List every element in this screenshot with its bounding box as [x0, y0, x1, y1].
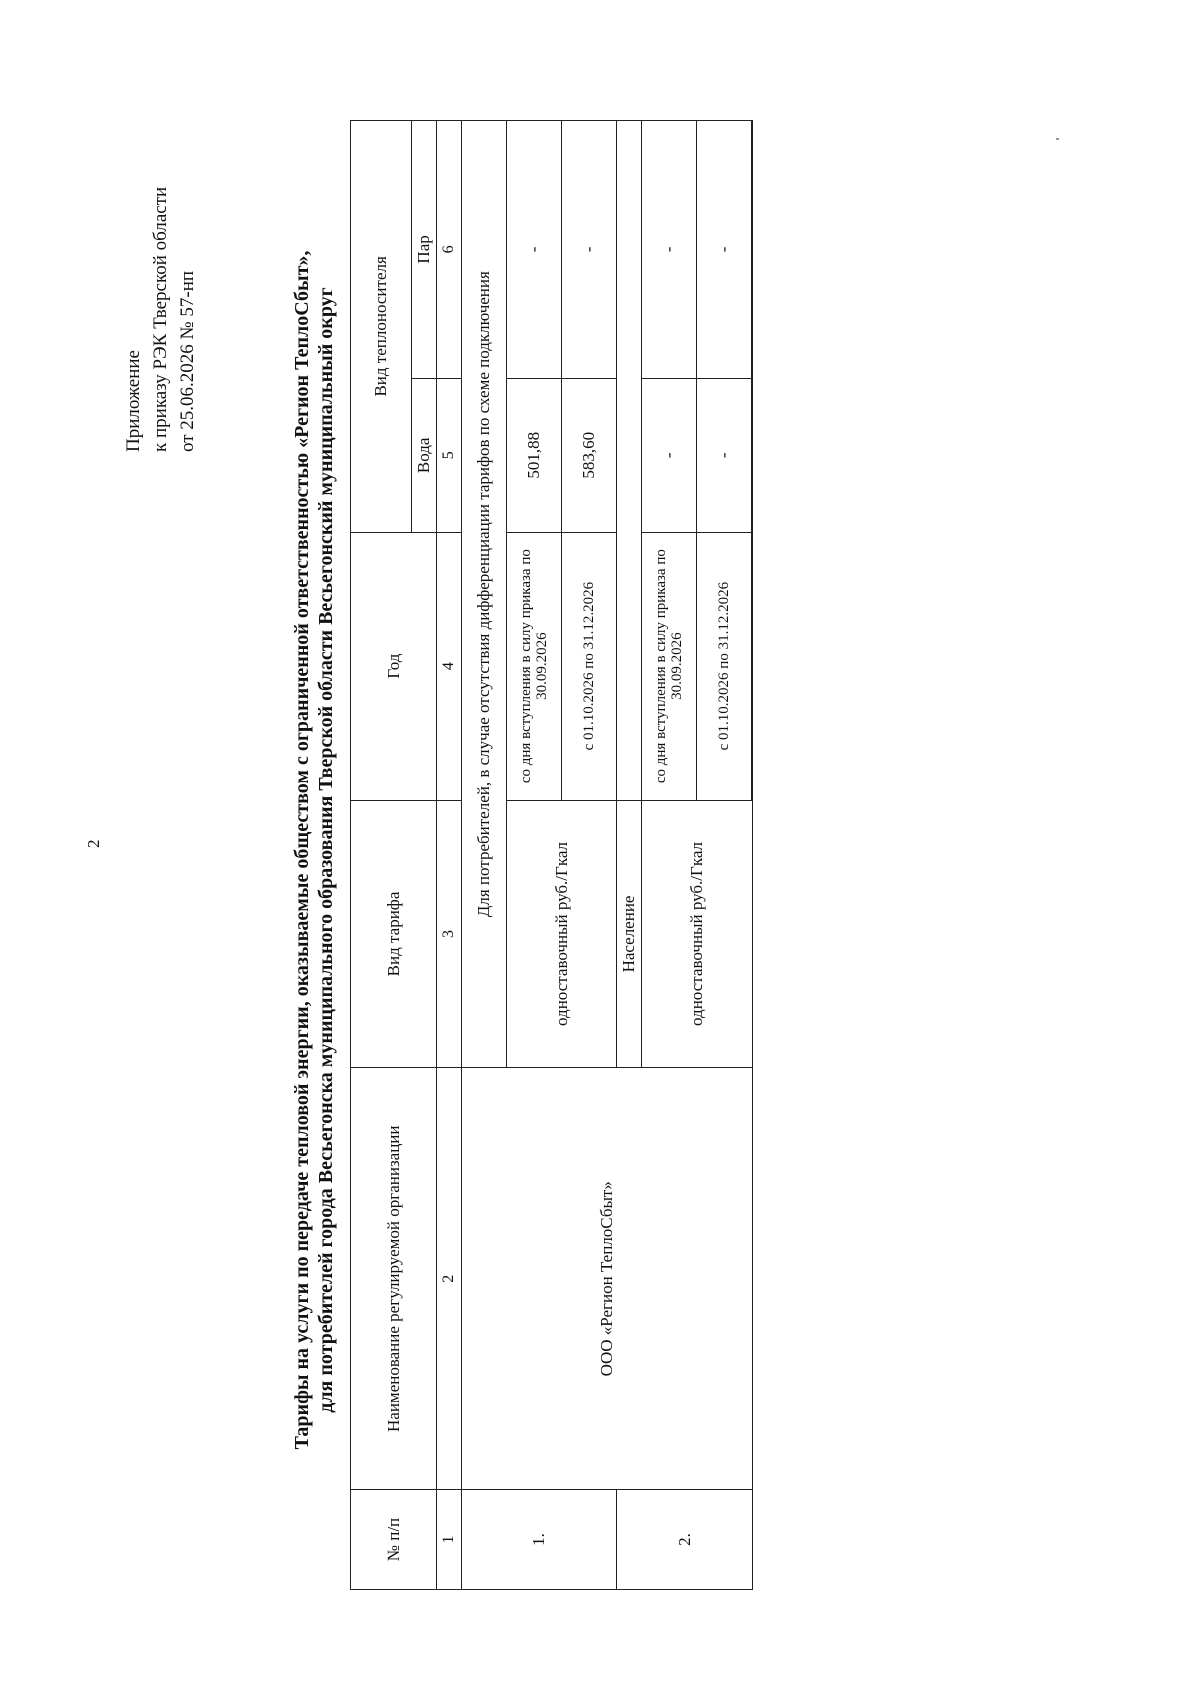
header-water: Вода: [412, 378, 437, 532]
period: с 01.10.2026 по 31.12.2026: [562, 532, 617, 800]
steam-value: -: [697, 121, 752, 379]
water-value: -: [697, 378, 752, 532]
appendix-line: от 25.06.2026 № 57-нп: [177, 270, 198, 452]
appendix-note: [120, 72, 201, 452]
row-number: 2.: [617, 1490, 753, 1590]
spacer-cell: [752, 121, 753, 379]
row-number: 1.: [462, 1490, 617, 1590]
col-index: 4: [437, 532, 462, 800]
spacer-cell: [752, 532, 753, 800]
column-index-row: [437, 121, 462, 1590]
landscape-content: [290, 110, 733, 1590]
scan-speck: [1056, 138, 1059, 140]
header-row: [351, 121, 412, 1590]
period: со дня вступления в силу приказа по 30.09.2026: [507, 532, 562, 800]
section-row: [462, 121, 507, 1590]
col-index: 2: [437, 1068, 462, 1490]
col-index: 1: [437, 1490, 462, 1590]
water-value: 501,88: [507, 378, 562, 532]
water-value: 583,60: [562, 378, 617, 532]
title-line: для потребителей города Весьегонска муниципального образования Тверской области Весьегонский муниципальный округ: [315, 287, 337, 1413]
header-steam: Пар: [412, 121, 437, 379]
title-line: Тарифы на услуги по передаче тепловой энергии, оказываемые обществом с ограниченной ответственностью «Регион ТеплоСбыт»,: [291, 250, 313, 1450]
tariff-type: одноставочный руб./Гкал: [507, 800, 617, 1068]
steam-value: -: [562, 121, 617, 379]
appendix-line: Приложение: [123, 350, 144, 452]
section-heading: Для потребителей, в случае отсутствия дифференциации тарифов по схеме подключения: [462, 121, 507, 1068]
appendix-line: к приказу РЭК Тверской области: [150, 186, 171, 452]
tariff-type: одноставочный руб./Гкал: [642, 800, 753, 1068]
page-number: 2: [84, 839, 103, 848]
steam-value: -: [642, 121, 697, 379]
header-num: № п/п: [351, 1490, 437, 1590]
header-org: Наименование регулируемой организации: [351, 1068, 437, 1490]
section-filler: [617, 121, 642, 801]
header-year: Год: [351, 532, 437, 800]
col-index: 3: [437, 800, 462, 1068]
period: со дня вступления в силу приказа по 30.09.2026: [642, 532, 697, 800]
period: с 01.10.2026 по 31.12.2026: [697, 532, 752, 800]
organization-name: ООО «Регион ТеплоСбыт»: [462, 1068, 753, 1490]
col-index: 5: [437, 378, 462, 532]
section-heading: Население: [617, 800, 642, 1068]
tariff-table: [350, 120, 753, 1590]
steam-value: -: [507, 121, 562, 379]
document-title: [290, 110, 338, 1590]
spacer-cell: [752, 378, 753, 532]
col-index: 6: [437, 121, 462, 379]
header-tariff-type: Вид тарифа: [351, 800, 437, 1068]
water-value: -: [642, 378, 697, 532]
header-carrier: Вид теплоносителя: [351, 121, 412, 533]
